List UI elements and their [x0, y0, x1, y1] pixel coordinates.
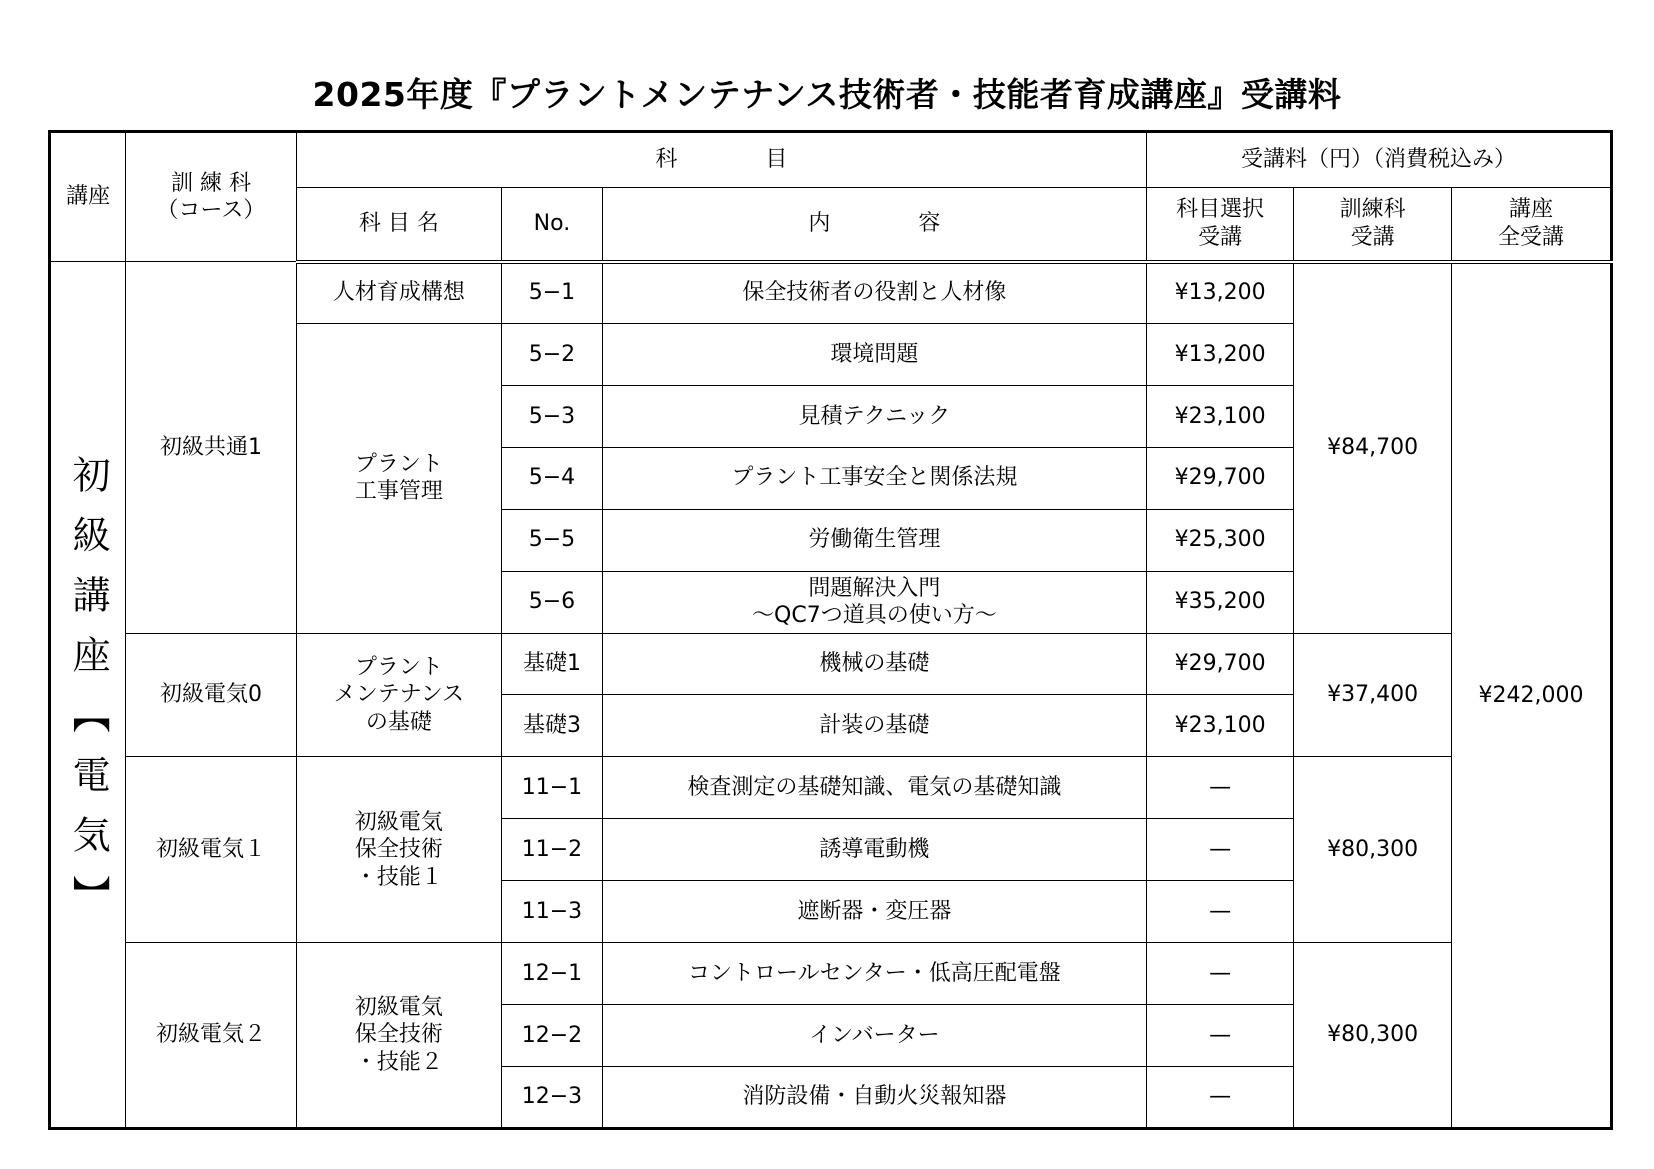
- training-course-fee: ¥80,300: [1294, 757, 1452, 943]
- subject-fee: —: [1147, 1067, 1294, 1129]
- subject-name: プラント 工事管理: [296, 323, 501, 633]
- subject-fee: ¥23,100: [1147, 695, 1294, 757]
- subject-content: コントロールセンター・低高圧配電盤: [602, 943, 1146, 1005]
- subject-no: 12−2: [502, 1005, 603, 1067]
- subject-name: 人材育成構想: [296, 262, 501, 324]
- page-title: 2025年度『プラントメンテナンス技術者・技能者育成講座』受講料: [312, 75, 1342, 114]
- subject-fee: ¥29,700: [1147, 633, 1294, 695]
- subject-no: 基礎1: [502, 633, 603, 695]
- subject-content: インバーター: [602, 1005, 1146, 1067]
- table-row: [50, 262, 1612, 324]
- subject-fee: —: [1147, 943, 1294, 1005]
- subject-content: 遮断器・変圧器: [602, 881, 1146, 943]
- subject-fee: ¥13,200: [1147, 262, 1294, 324]
- subject-no: 11−3: [502, 881, 603, 943]
- training-course-name: 初級電気１: [126, 757, 296, 943]
- training-course-name: 初級共通1: [126, 262, 296, 634]
- header-course: 講座: [50, 132, 126, 262]
- subject-fee: ¥25,300: [1147, 509, 1294, 571]
- subject-content: 見積テクニック: [602, 385, 1146, 447]
- subject-no: 12−3: [502, 1067, 603, 1129]
- subject-no: 11−1: [502, 757, 603, 819]
- subject-fee: ¥13,200: [1147, 323, 1294, 385]
- subject-fee: —: [1147, 881, 1294, 943]
- table-row: [50, 633, 1612, 695]
- subject-no: 5−5: [502, 509, 603, 571]
- table-row: [50, 757, 1612, 819]
- header-fee-all: 講座 全受講: [1452, 187, 1612, 261]
- header-fee-course: 訓練科 受講: [1294, 187, 1452, 261]
- subject-content: 環境問題: [602, 323, 1146, 385]
- subject-content: 機械の基礎: [602, 633, 1146, 695]
- training-course-fee: ¥80,300: [1294, 943, 1452, 1129]
- header-no: No.: [502, 187, 603, 261]
- subject-no: 5−1: [502, 262, 603, 324]
- subject-no: 12−1: [502, 943, 603, 1005]
- subject-content: 誘導電動機: [602, 819, 1146, 881]
- subject-no: 5−2: [502, 323, 603, 385]
- subject-content: 計装の基礎: [602, 695, 1146, 757]
- subject-no: 基礎3: [502, 695, 603, 757]
- subject-no: 5−3: [502, 385, 603, 447]
- table-row: [50, 943, 1612, 1005]
- header-training-sub: （コース）: [156, 198, 266, 223]
- training-course-name: 初級電気0: [126, 633, 296, 757]
- subject-fee: ¥35,200: [1147, 571, 1294, 633]
- subject-content: 検査測定の基礎知識、電気の基礎知識: [602, 757, 1146, 819]
- subject-no: 11−2: [502, 819, 603, 881]
- subject-content: 保全技術者の役割と人材像: [602, 262, 1146, 324]
- header-fee-group: 受講料（円）（消費税込み）: [1147, 132, 1612, 188]
- subject-content: 消防設備・自動火災報知器: [602, 1067, 1146, 1129]
- header-fee-select: 科目選択 受講: [1147, 187, 1294, 261]
- training-course-fee: ¥37,400: [1294, 633, 1452, 757]
- course-total-fee: ¥242,000: [1452, 262, 1612, 1129]
- subject-fee: —: [1147, 1005, 1294, 1067]
- subject-fee: ¥29,700: [1147, 447, 1294, 509]
- header-content: 内 容: [602, 187, 1146, 261]
- subject-content: 労働衛生管理: [602, 509, 1146, 571]
- header-subject-group: 科 目: [296, 132, 1146, 188]
- subject-name: 初級電気 保全技術 ・技能１: [296, 757, 501, 943]
- subject-fee: —: [1147, 757, 1294, 819]
- course-name-cell: [50, 262, 126, 1129]
- subject-name: 初級電気 保全技術 ・技能２: [296, 943, 501, 1129]
- header-row-1: [50, 132, 1612, 188]
- subject-content: プラント工事安全と関係法規: [602, 447, 1146, 509]
- header-subject-name: 科 目 名: [296, 187, 501, 261]
- subject-no: 5−6: [502, 571, 603, 633]
- course-name: 初級講座【電気】: [66, 454, 111, 935]
- training-course-fee: ¥84,700: [1294, 262, 1452, 634]
- header-training-label: 訓 練 科: [170, 170, 251, 196]
- subject-fee: ¥23,100: [1147, 385, 1294, 447]
- training-course-name: 初級電気２: [126, 943, 296, 1129]
- subject-fee: —: [1147, 819, 1294, 881]
- header-training: [126, 132, 296, 262]
- subject-name: プラント メンテナンス の基礎: [296, 633, 501, 757]
- subject-content: 問題解決入門 〜QC7つ道具の使い方〜: [602, 571, 1146, 633]
- subject-no: 5−4: [502, 447, 603, 509]
- fee-table: [48, 130, 1613, 1130]
